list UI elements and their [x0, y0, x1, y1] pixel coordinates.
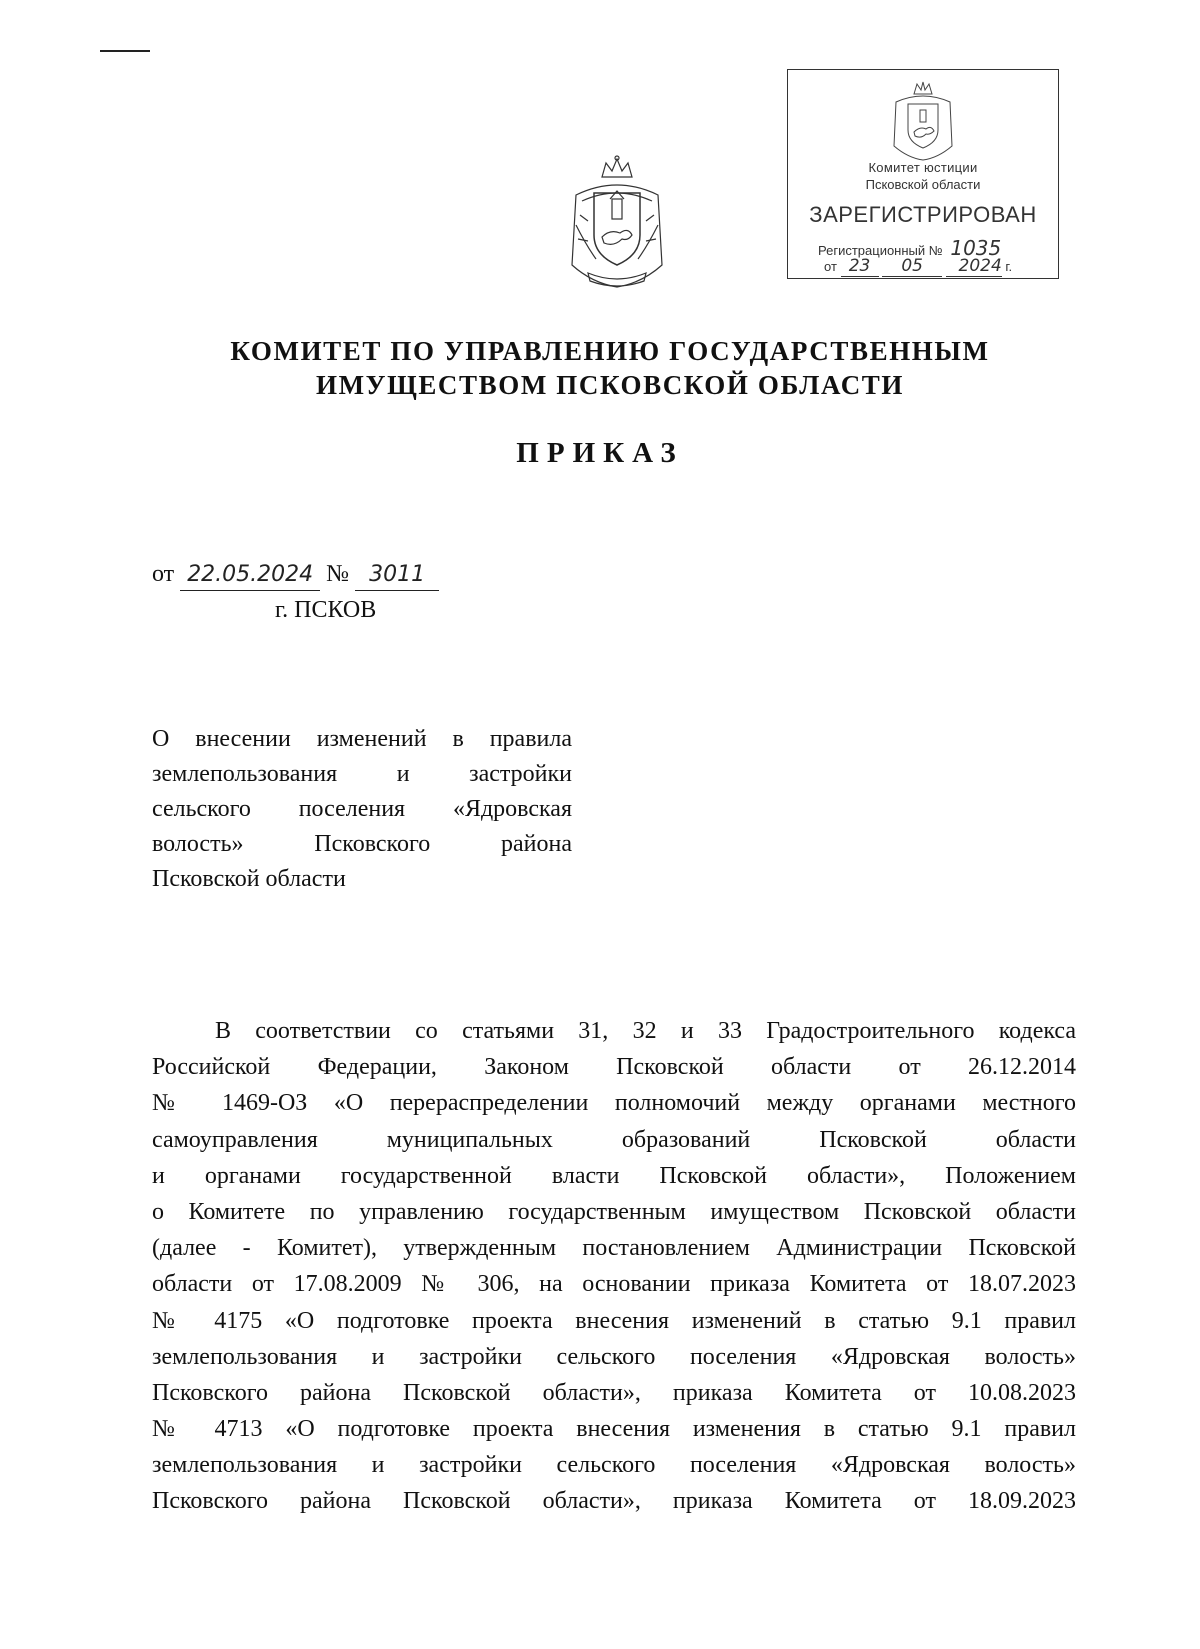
stamp-date-line — [824, 256, 1012, 277]
body-line: Псковского района Псковской области», приказа Комитета от 18.09.2023 — [152, 1488, 1076, 1515]
document-type: ПРИКАЗ — [516, 437, 684, 469]
order-date-number — [152, 560, 439, 591]
order-body — [152, 1013, 1076, 1520]
body-line: Российской Федерации, Законом Псковской области от 26.12.2014 — [152, 1054, 1076, 1081]
subject-line: Псковской области — [152, 866, 346, 892]
subject-line: землепользования и застройки — [152, 761, 572, 787]
order-date-prefix: от — [152, 561, 175, 587]
stamp-org-line2: Псковской области — [865, 177, 981, 192]
stamp-year: 2024 — [946, 256, 1002, 277]
body-line: (далее - Комитет), утвержденным постановлением Администрации Псковской — [152, 1235, 1076, 1262]
order-number-prefix: № — [326, 561, 350, 587]
corner-mark — [100, 50, 150, 52]
body-line: области от 17.08.2009 № 306, на основании приказа Комитета от 18.07.2023 — [152, 1271, 1076, 1298]
order-subject — [152, 722, 572, 897]
coat-of-arms-emblem — [562, 155, 672, 290]
stamp-org-line1: Комитет юстиции — [868, 160, 978, 175]
stamp-emblem-icon — [888, 80, 958, 162]
body-line: о Комитете по управлению государственным имуществом Псковской области — [152, 1198, 1076, 1225]
stamp-month: 05 — [882, 256, 942, 277]
body-line: самоуправления муниципальных образований Псковской области — [152, 1126, 1076, 1153]
subject-line: сельского поселения «Ядровская — [152, 796, 572, 822]
body-line: и органами государственной власти Псковской области», Положением — [152, 1162, 1076, 1189]
stamp-reg-number: 1035 — [950, 236, 1002, 260]
order-number: 3011 — [355, 560, 439, 591]
stamp-reg-label: Регистрационный № — [818, 243, 943, 258]
body-line: Псковского района Псковской области», приказа Комитета от 10.08.2023 — [152, 1379, 1076, 1406]
body-line: № 4175 «О подготовке проекта внесения изменений в статью 9.1 правил — [152, 1307, 1076, 1334]
subject-line: О внесении изменений в правила — [152, 726, 572, 752]
registration-stamp — [787, 69, 1059, 279]
stamp-status: ЗАРЕГИСТРИРОВАН — [809, 202, 1037, 227]
stamp-day: 23 — [841, 256, 879, 277]
body-line: В соответствии со статьями 31, 32 и 33 Градостроительного кодекса — [215, 1018, 1076, 1044]
body-line: № 1469-ОЗ «О перераспределении полномочий между органами местного — [152, 1090, 1076, 1117]
org-title-line1: КОМИТЕТ ПО УПРАВЛЕНИЮ ГОСУДАРСТВЕННЫМ — [230, 336, 990, 366]
body-line: землепользования и застройки сельского поселения «Ядровская волость» — [152, 1452, 1076, 1479]
order-date: 22.05.2024 — [180, 560, 320, 591]
org-title-line2: ИМУЩЕСТВОМ ПСКОВСКОЙ ОБЛАСТИ — [315, 370, 905, 400]
stamp-date-prefix: от — [824, 259, 837, 274]
stamp-year-suffix: г. — [1005, 259, 1013, 274]
subject-line: волость» Псковского района — [152, 831, 572, 857]
order-city: г. ПСКОВ — [275, 597, 377, 623]
body-line: № 4713 «О подготовке проекта внесения изменения в статью 9.1 правил — [152, 1416, 1076, 1443]
body-line: землепользования и застройки сельского поселения «Ядровская волость» — [152, 1343, 1076, 1370]
